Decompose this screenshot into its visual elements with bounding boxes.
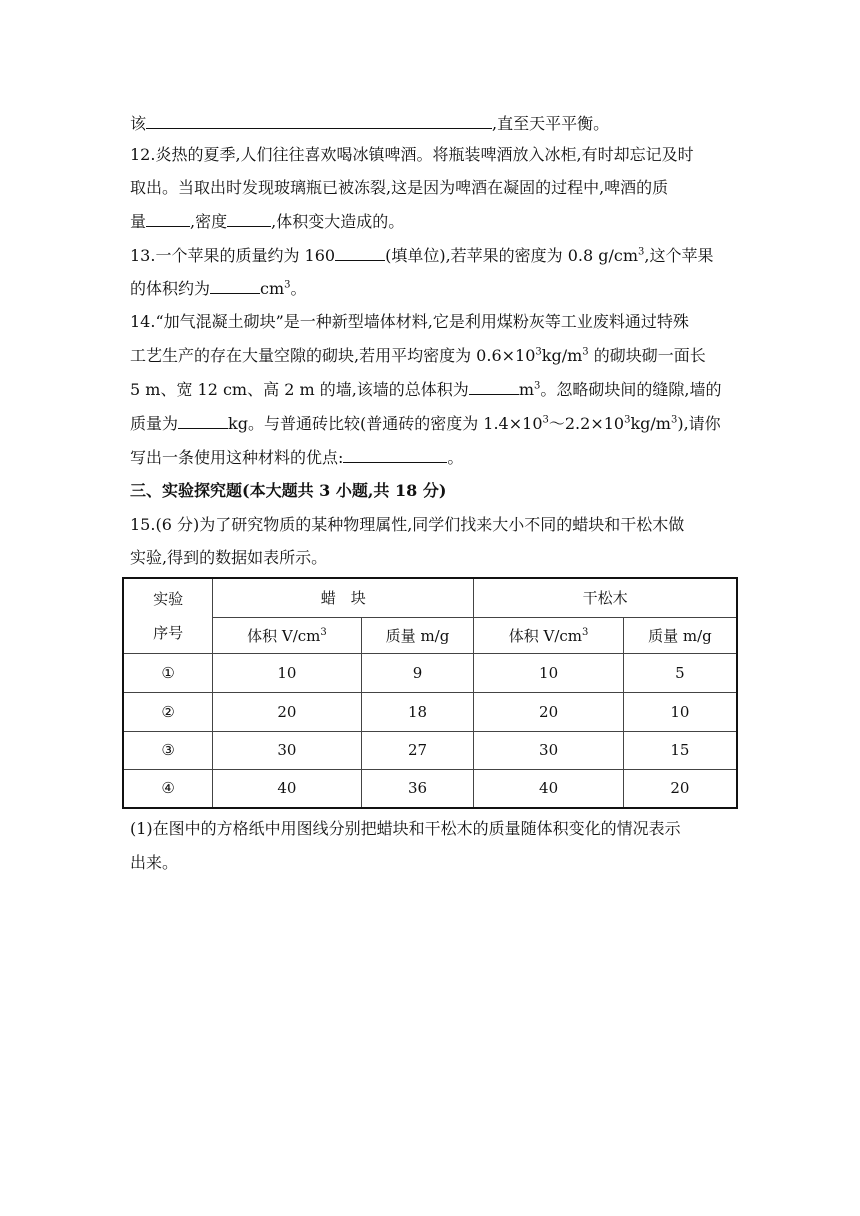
text: ,体积变大造成的。: [271, 212, 405, 231]
cell-wax-mass: 36: [361, 769, 474, 808]
question-15-line-1: [130, 514, 684, 536]
text: 的砌块砌一面长: [588, 346, 706, 365]
cell-index: ③: [123, 731, 213, 769]
table-row: [123, 731, 737, 769]
cell-pine-volume: 20: [474, 692, 624, 731]
cell-pine-volume: 40: [474, 769, 624, 808]
answer-blank-volume[interactable]: [210, 277, 260, 294]
text: 。忽略砌块间的缝隙,墙的: [540, 380, 722, 399]
superscript: 3: [638, 246, 645, 258]
continuation-line: [130, 112, 609, 135]
section-heading: 三、实验探究题(本大题共 3 小题,共 18 分): [130, 481, 447, 500]
cell-pine-mass: 5: [623, 653, 737, 692]
text: 。: [290, 279, 307, 298]
text: cm: [260, 279, 285, 298]
superscript: 3: [624, 414, 631, 426]
answer-blank-density[interactable]: [227, 210, 271, 227]
question-15-1-line-1: [130, 818, 681, 840]
text: m: [518, 380, 534, 399]
cell-pine-mass: 20: [623, 769, 737, 808]
cell-wax-mass: 27: [361, 731, 474, 769]
answer-blank-advantage[interactable]: [343, 446, 447, 463]
cell-wax-mass: 9: [361, 653, 474, 692]
text: 实验,得到的数据如表所示。: [130, 548, 328, 567]
question-14-line-5: [130, 446, 463, 469]
text: (填单位),若苹果的密度为 0.8 g/cm: [385, 246, 639, 265]
answer-blank-wall-mass[interactable]: [178, 412, 228, 429]
text: ～2.2×10: [548, 414, 625, 433]
text: kg。与普通砖比较(普通砖的密度为 1.4×10: [228, 414, 543, 433]
answer-blank-wall-volume[interactable]: [469, 378, 519, 395]
text: kg/m: [541, 346, 583, 365]
superscript: 3: [582, 626, 589, 638]
text: 13.一个苹果的质量约为 160: [130, 246, 336, 265]
question-13-line-2: [130, 277, 307, 300]
superscript: 3: [533, 380, 541, 392]
cell-pine-volume: 10: [474, 653, 624, 692]
superscript: 3: [582, 346, 589, 358]
table-row: [123, 692, 737, 731]
table-subheader-row: [123, 617, 737, 653]
header-index-cell: [123, 578, 213, 653]
cell-index: ②: [123, 692, 213, 731]
text: ,直至天平平衡。: [492, 114, 610, 133]
header-group-wax: 蜡 块: [213, 578, 474, 617]
question-13-line-1: [130, 244, 714, 267]
cell-wax-volume: 30: [213, 731, 362, 769]
header-wax-mass: 质量 m/g: [361, 617, 474, 653]
header-group-pine: 干松木: [474, 578, 737, 617]
question-14-line-2: [130, 345, 706, 367]
header-pine-volume: [474, 617, 624, 653]
answer-blank[interactable]: [146, 112, 492, 129]
table-row: [123, 653, 737, 692]
text: 14.“加气混凝土砌块”是一种新型墙体材料,它是利用煤粉灰等工业废料通过特殊: [130, 312, 689, 331]
text: 工艺生产的存在大量空隙的砌块,若用平均密度为 0.6×10: [130, 346, 536, 365]
question-14-line-3: [130, 378, 721, 401]
cell-wax-volume: 20: [213, 692, 362, 731]
cell-index: ④: [123, 769, 213, 808]
superscript: 3: [542, 414, 549, 426]
answer-blank-unit[interactable]: [335, 244, 385, 261]
text: 15.(6 分)为了研究物质的某种物理属性,同学们找来大小不同的蜡块和干松木做: [130, 515, 685, 534]
cell-wax-volume: 40: [213, 769, 362, 808]
data-table: [122, 577, 738, 809]
text: 12.炎热的夏季,人们往往喜欢喝冰镇啤酒。将瓶装啤酒放入冰柜,有时却忘记及时: [130, 145, 694, 164]
text: ),请你: [677, 414, 721, 433]
text: 。: [447, 448, 464, 467]
text: 取出。当取出时发现玻璃瓶已被冻裂,这是因为啤酒在凝固的过程中,啤酒的质: [130, 178, 669, 197]
header-text: 体积 V/cm: [247, 626, 321, 645]
text: 的体积约为: [130, 279, 211, 298]
question-12-line-1: [130, 144, 694, 166]
text: 出来。: [130, 853, 179, 872]
superscript: 3: [535, 346, 542, 358]
cell-pine-volume: 30: [474, 731, 624, 769]
text: 量: [130, 212, 147, 231]
header-index-line-2: 序号: [153, 623, 184, 642]
superscript: 3: [320, 626, 327, 638]
header-index-line-1: 实验: [153, 589, 184, 608]
header-wax-volume: [213, 617, 362, 653]
text: 质量为: [130, 414, 179, 433]
cell-pine-mass: 15: [623, 731, 737, 769]
question-14-line-1: [130, 311, 689, 333]
question-15-1-line-2: [130, 852, 178, 874]
table-header-row: [123, 578, 737, 617]
header-pine-mass: 质量 m/g: [623, 617, 737, 653]
text: kg/m: [630, 414, 671, 433]
answer-blank-mass[interactable]: [146, 210, 190, 227]
text: (1)在图中的方格纸中用图线分别把蜡块和干松木的质量随体积变化的情况表示: [130, 819, 681, 838]
cell-wax-mass: 18: [361, 692, 474, 731]
text: 写出一条使用这种材料的优点:: [130, 448, 344, 467]
text: ,密度: [190, 212, 228, 231]
header-text: 体积 V/cm: [508, 626, 583, 645]
cell-wax-volume: 10: [213, 653, 362, 692]
text: 该: [130, 114, 147, 133]
superscript: 3: [284, 279, 291, 291]
question-14-line-4: [130, 412, 721, 435]
text: ,这个苹果: [644, 246, 714, 265]
cell-pine-mass: 10: [623, 692, 737, 731]
text: 5 m、宽 12 cm、高 2 m 的墙,该墙的总体积为: [130, 380, 469, 399]
cell-index: ①: [123, 653, 213, 692]
table-row: [123, 769, 737, 808]
superscript: 3: [670, 414, 678, 426]
question-12-line-3: [130, 210, 404, 233]
question-12-line-2: [130, 177, 668, 199]
question-15-line-2: [130, 547, 327, 569]
